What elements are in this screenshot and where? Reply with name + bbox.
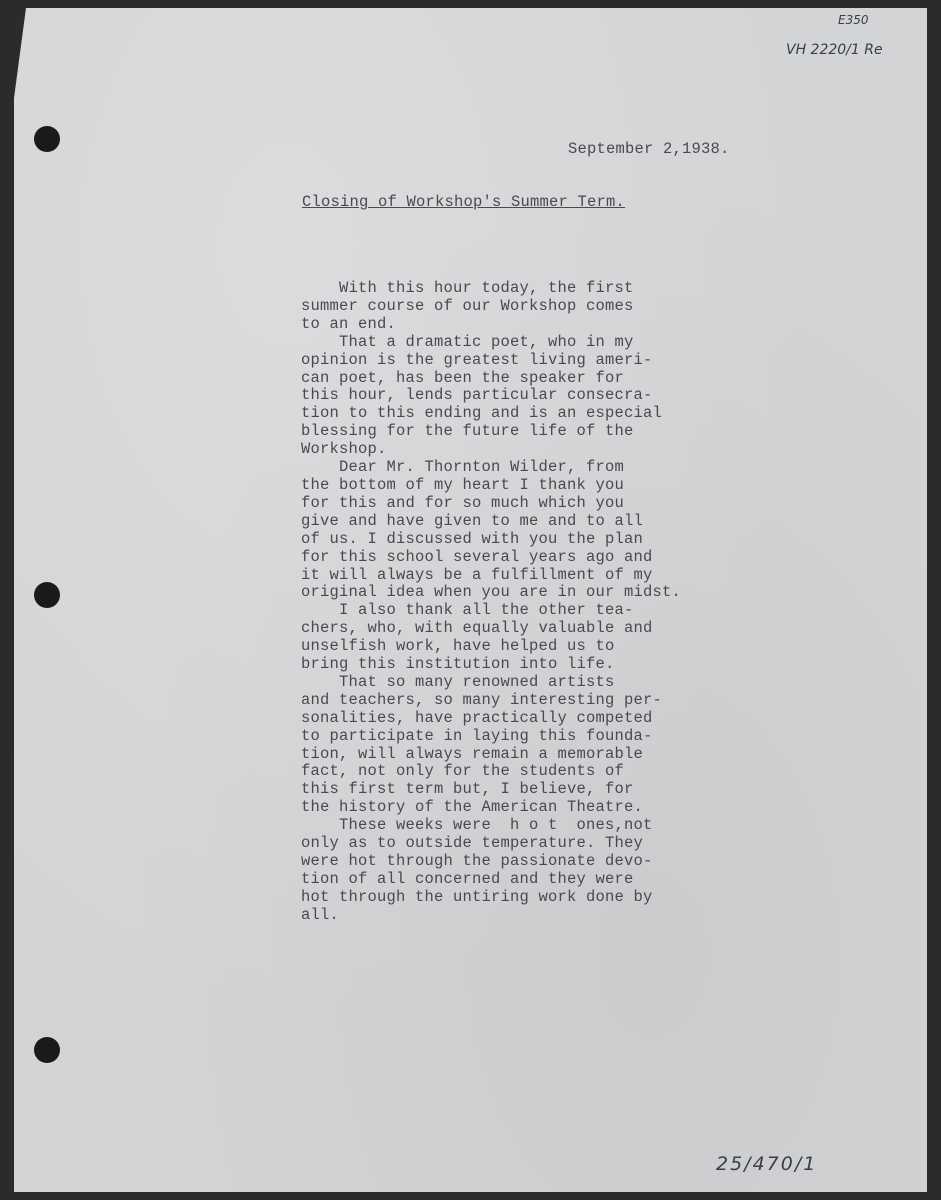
body-line: were hot through the passionate devo- xyxy=(301,852,653,870)
punch-hole-bottom xyxy=(34,1037,60,1063)
body-line: to an end. xyxy=(301,314,397,333)
body-line: That so many renowned artists xyxy=(301,672,615,691)
punch-hole-middle xyxy=(34,582,60,608)
folded-corner xyxy=(14,8,26,98)
handwritten-code: E350 xyxy=(838,13,869,27)
letter-date: September 2,1938. xyxy=(568,140,730,158)
body-line: Dear Mr. Thornton Wilder, from xyxy=(301,458,625,477)
body-line: this hour, lends particular consecra- xyxy=(301,386,653,405)
body-line: can poet, has been the speaker for xyxy=(301,368,625,387)
body-line: to participate in laying this founda- xyxy=(301,726,653,745)
body-line: this first term but, I believe, for xyxy=(301,780,634,799)
body-line: I also thank all the other tea- xyxy=(301,601,634,620)
body-line: original idea when you are in our midst. xyxy=(301,583,682,602)
letter-body xyxy=(301,280,761,925)
body-line: and teachers, so many interesting per- xyxy=(301,690,663,709)
body-line: Workshop. xyxy=(301,440,387,459)
body-line: the history of the American Theatre. xyxy=(301,798,644,817)
body-line: That a dramatic poet, who in my xyxy=(301,332,634,351)
handwritten-reference-bottom: 25/470/1 xyxy=(716,1153,818,1175)
body-line: only as to outside temperature. They xyxy=(301,834,644,853)
body-line: bring this institution into life. xyxy=(301,655,615,674)
body-line: give and have given to me and to all xyxy=(301,511,644,530)
body-line: the bottom of my heart I thank you xyxy=(301,475,625,494)
handwritten-reference-top: VH 2220/1 Re xyxy=(786,42,883,58)
body-line: blessing for the future life of the xyxy=(301,422,634,441)
body-line: These weeks were h o t ones,not xyxy=(301,816,653,835)
body-line: chers, who, with equally valuable and xyxy=(301,619,653,638)
body-line: tion, will always remain a memorable xyxy=(301,744,644,763)
body-line: all. xyxy=(301,905,340,924)
body-line: for this school several years ago and xyxy=(301,547,653,566)
body-line: summer course of our Workshop comes xyxy=(301,296,634,315)
body-line: tion of all concerned and they were xyxy=(301,869,634,888)
body-line: tion to this ending and is an especial xyxy=(301,404,663,423)
body-line: of us. I discussed with you the plan xyxy=(301,529,644,548)
body-line: fact, not only for the students of xyxy=(301,762,625,781)
body-line: With this hour today, the first xyxy=(301,279,634,297)
body-line: for this and for so much which you xyxy=(301,493,625,512)
body-line: unselfish work, have helped us to xyxy=(301,637,615,656)
body-line: sonalities, have practically competed xyxy=(301,708,653,727)
letter-title: Closing of Workshop's Summer Term. xyxy=(302,193,626,211)
body-line: hot through the untiring work done by xyxy=(301,887,653,906)
body-line: it will always be a fulfillment of my xyxy=(301,565,653,584)
body-line: opinion is the greatest living ameri- xyxy=(301,350,653,369)
punch-hole-top xyxy=(34,126,60,152)
